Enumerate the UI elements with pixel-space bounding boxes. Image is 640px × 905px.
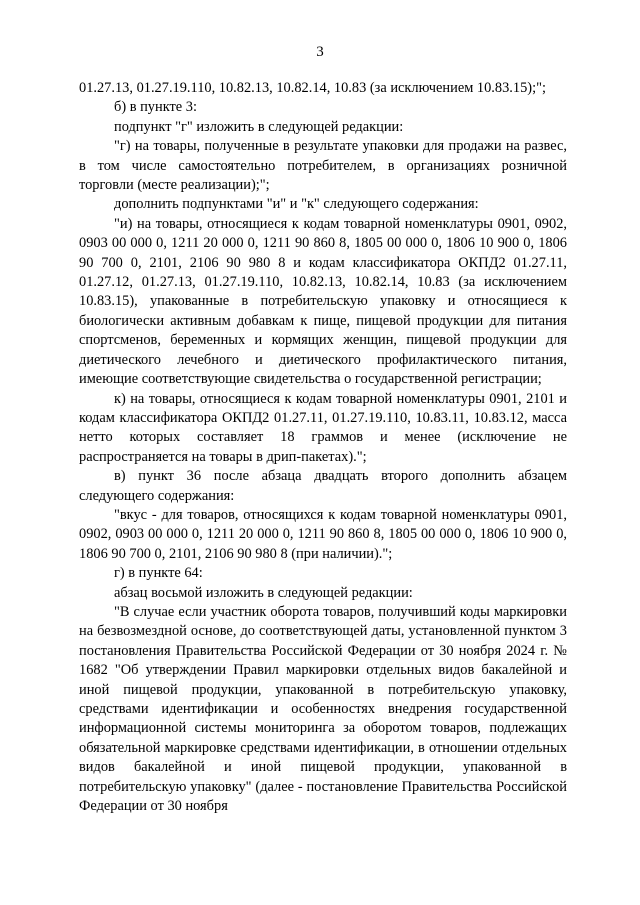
paragraph: "и) на товары, относящиеся к кодам товарной номенклатуры 0901, 0902, 0903 00 000 0, 1211 20 000 0, 1211 90 860 8, 1805 00 000 0, 1806 10 900 0, 1806 90 700 0, 2101, 2106 90 980 8 и кодам классификатора ОКПД2 01.27.11, 01.27.12, 01.27.13, 01.27.19.110, 10.82.13, 10.82.14, 10.83 (за исключением 10.83.15), упакованные в потребительскую упаковку и относящиеся к биологически активным добавкам к пище, пищевой продукции для питания спортсменов, беременных и кормящих женщин, пищевой продукции для диетического лечебного и диетического профилактического питания, имеющие соответствующие свидетельства о государственной регистрации; (79, 215, 567, 388)
page-number: 3 (316, 44, 324, 60)
paragraph: г) в пункте 64: (114, 565, 203, 582)
paragraph: "г) на товары, полученные в результате упаковки для продажи на развес, в том числе самостоятельно потребителем, в организациях розничной торговли (месте реализации);"; (79, 138, 567, 194)
paragraph: в) пункт 36 после абзаца двадцать второго дополнить абзацем следующего содержания: (79, 468, 567, 504)
paragraph: подпункт "г" изложить в следующей редакции: (114, 118, 404, 135)
paragraph: абзац восьмой изложить в следующей редакции: (114, 584, 413, 601)
document-body (79, 79, 567, 816)
paragraph: дополнить подпунктами "и" и "к" следующего содержания: (114, 196, 479, 213)
paragraph: "вкус - для товаров, относящихся к кодам товарной номенклатуры 0901, 0902, 0903 00 000 0, 1211 20 000 0, 1211 90 860 8, 1805 00 000 0, 1806 10 900 0, 1806 90 700 0, 2101, 2106 90 980 8 (при наличии)."; (79, 506, 567, 562)
paragraph: "В случае если участник оборота товаров, получивший коды маркировки на безвозмездной основе, до соответствующей даты, установленной пунктом 3 постановления Правительства Российской Федерации от 30 ноября 2024 г. № 1682 "Об утверждении Правил маркировки отдельных видов бакалейной и иной пищевой продукции, упакованной в потребительскую упаковку, средствами идентификации и особенностях внедрения государственной информационной системы мониторинга за оборотом товаров, подлежащих обязательной маркировке средствами идентификации, в отношении отдельных видов бакалейной и иной пищевой продукции, упакованной в потребительскую упаковку" (далее - постановление Правительства Российской Федерации от 30 ноября (79, 603, 567, 815)
paragraph: б) в пункте 3: (114, 99, 197, 116)
paragraph: к) на товары, относящиеся к кодам товарной номенклатуры 0901, 2101 и кодам классификатора ОКПД2 01.27.11, 01.27.19.110, 10.83.11, 10.83.12, масса нетто которых составляет 18 граммов и менее (исключение не распространяется на товары в дрип-пакетах)."; (79, 390, 567, 465)
paragraph: 01.27.13, 01.27.19.110, 10.82.13, 10.82.14, 10.83 (за исключением 10.83.15);"; (79, 80, 546, 96)
